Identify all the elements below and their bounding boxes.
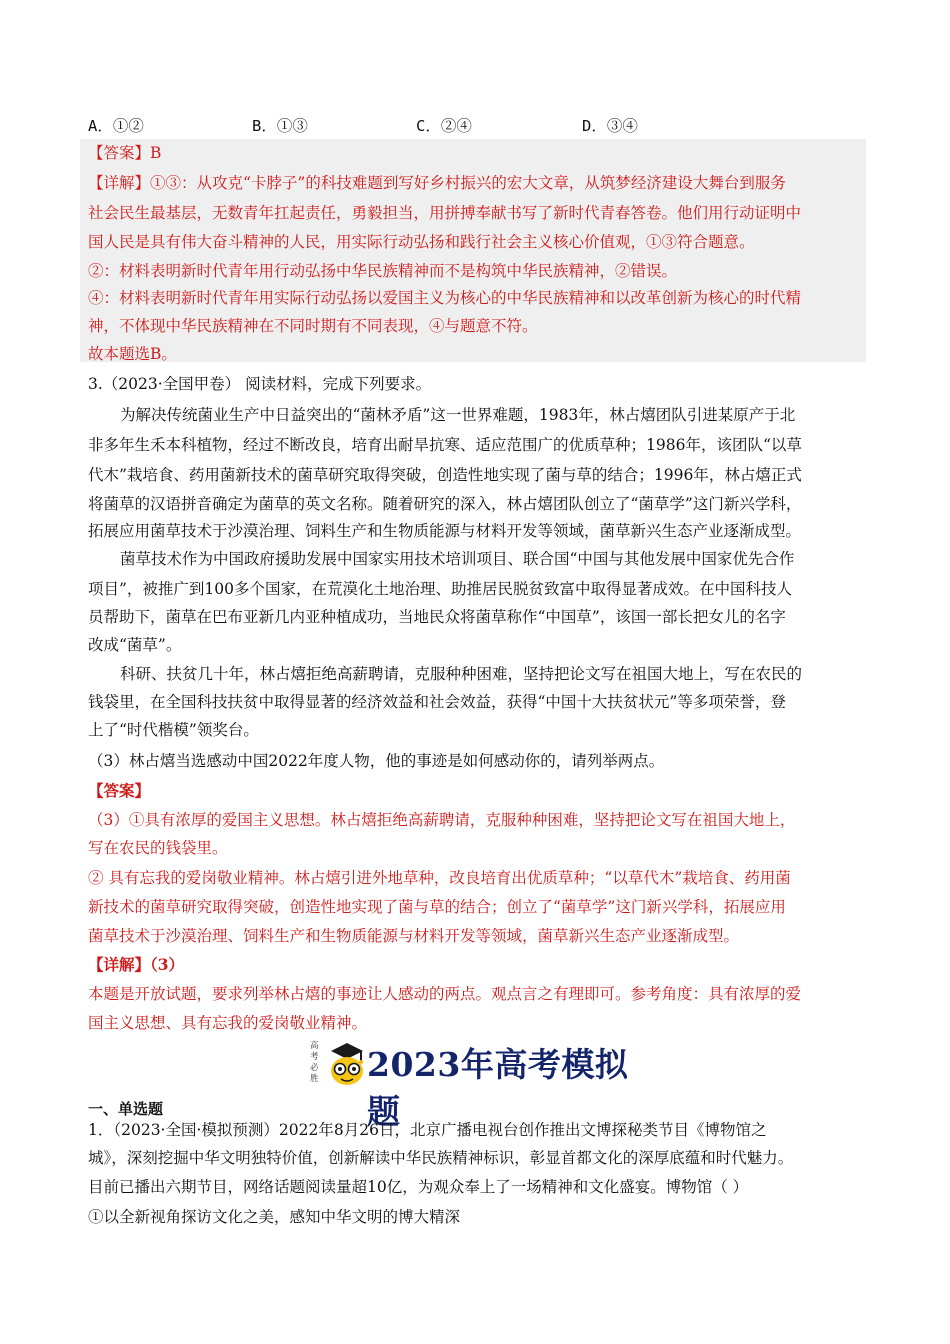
section-banner <box>305 1035 645 1131</box>
material-line: 代木”栽培食、药用菌新技术的菌草研究取得突破，创造性地实现了菌与草的结合；1996年，林占熺正式 <box>88 466 802 484</box>
banner-side-text: 高考必胜 <box>310 1041 319 1084</box>
question-1-line: 目前已播出六期节目，网络话题阅读量超10亿，为观众奉上了一场精神和文化盛宴。博物馆（ ） <box>88 1178 749 1196</box>
question-1-line: 1．（2023·全国·模拟预测）2022年8月26日，北京广播电视台创作推出文博探秘类节目《博物馆之 <box>88 1121 767 1139</box>
answer-line: 新技术的菌草研究取得突破，创造性地实现了菌与草的结合；创立了“菌草学”这门新兴学科，拓展应用 <box>88 898 786 916</box>
detail-label: 【详解】（3） <box>88 955 185 974</box>
material-line: 钱袋里，在全国科技扶贫中取得显著的经济效益和社会效益，获得“中国十大扶贫状元”等多项荣誉，登 <box>88 693 786 711</box>
answer-line: （3）①具有浓厚的爱国主义思想。林占熺拒绝高薪聘请，克服种种困难，坚持把论文写在祖国大地上， <box>88 811 796 829</box>
material-line: 拓展应用菌草技术于沙漠治理、饲料生产和生物质能源与材料开发等领域，菌草新兴生态产业逐渐成型。 <box>88 522 802 540</box>
material-line: 上了“时代楷模”领奖台。 <box>88 721 259 739</box>
detail-line: ②：材料表明新时代青年用行动弘扬中华民族精神而不是构筑中华民族精神，②错误。 <box>88 262 678 280</box>
question-1-option: ①以全新视角探访文化之美，感知中华文明的博大精深 <box>88 1208 461 1226</box>
answer-line: 菌草技术于沙漠治理、饲料生产和生物质能源与材料开发等领域，菌草新兴生态产业逐渐成型。 <box>88 927 740 945</box>
option-d: D．③④ <box>582 117 638 135</box>
material-line: 员帮助下，菌草在巴布亚新几内亚种植成功，当地民众将菌草称作“中国草”，该国一部长把女儿的名字 <box>88 608 786 626</box>
material-line: 科研、扶贫几十年，林占熺拒绝高薪聘请，克服种种困难，坚持把论文写在祖国大地上，写在农民的 <box>120 665 803 683</box>
option-a: A．①② <box>88 117 144 135</box>
material-line: 将菌草的汉语拼音确定为菌草的英文名称。随着研究的深入，林占熺团队创立了“菌草学”这门新兴学科， <box>88 495 802 513</box>
answer-label: 【答案】 <box>88 781 151 800</box>
detail-line: 本题是开放试题，要求列举林占熺的事迹让人感动的两点。观点言之有理即可。参考角度：具有浓厚的爱 <box>88 985 802 1003</box>
detail-line: 国主义思想、具有忘我的爱岗敬业精神。 <box>88 1014 368 1032</box>
material-line: 非多年生禾本科植物，经过不断改良，培育出耐旱抗寒、适应范围广的优质草种；1986年，该团队“以草 <box>88 436 802 454</box>
material-line: 为解决传统菌业生产中日益突出的“菌林矛盾”这一世界难题，1983年，林占熺团队引进某原产于北 <box>120 406 796 424</box>
question-3-header: 3.（2023·全国甲卷） 阅读材料，完成下列要求。 <box>88 375 432 393</box>
option-c: C．②④ <box>416 117 472 135</box>
material-line: 项目”，被推广到100多个国家，在荒漠化土地治理、助推居民脱贫致富中取得显著成效。在中国科技人 <box>88 580 793 598</box>
section-heading: 一、单选题 <box>88 1100 164 1118</box>
material-line: 改成“菌草”。 <box>88 636 182 654</box>
detail-line: 神，不体现中华民族精神在不同时期有不同表现，④与题意不符。 <box>88 317 538 335</box>
detail-line: 【详解】①③：从攻克“卡脖子”的科技难题到写好乡村振兴的宏大文章，从筑梦经济建设大舞台到服务 <box>88 174 786 192</box>
question-3-prompt: （3）林占熺当选感动中国2022年度人物，他的事迹是如何感动你的，请列举两点。 <box>88 752 665 770</box>
detail-line: 国人民是具有伟大奋斗精神的人民，用实际行动弘扬和践行社会主义核心价值观，①③符合题意。 <box>88 233 755 251</box>
question-1-line: 城》，深刻挖掘中华文明独特价值，创新解读中华民族精神标识，彰显首都文化的深厚底蕴和时代魅力。 <box>88 1149 794 1167</box>
detail-line: 社会民生最基层，无数青年扛起责任，勇毅担当，用拼搏奉献书写了新时代青春答卷。他们用行动证明中 <box>88 204 802 222</box>
answer-label: 【答案】B <box>88 144 162 162</box>
detail-line: 故本题选B。 <box>88 345 177 363</box>
answer-line: 写在农民的钱袋里。 <box>88 839 228 857</box>
material-line: 菌草技术作为中国政府援助发展中国家实用技术培训项目、联合国“中国与其他发展中国家优先合作 <box>120 550 795 568</box>
banner-title: 2023年高考模拟题 <box>367 1045 629 1131</box>
option-b: B．①③ <box>252 117 308 135</box>
answer-line: ② 具有忘我的爱岗敬业精神。林占熺引进外地草种，改良培育出优质草种；“以草代木”栽培食、药用菌 <box>88 869 791 887</box>
detail-line: ④：材料表明新时代青年用实际行动弘扬以爱国主义为核心的中华民族精神和以改革创新为核心的时代精 <box>88 289 802 307</box>
owl-mascot-icon <box>327 1039 367 1087</box>
